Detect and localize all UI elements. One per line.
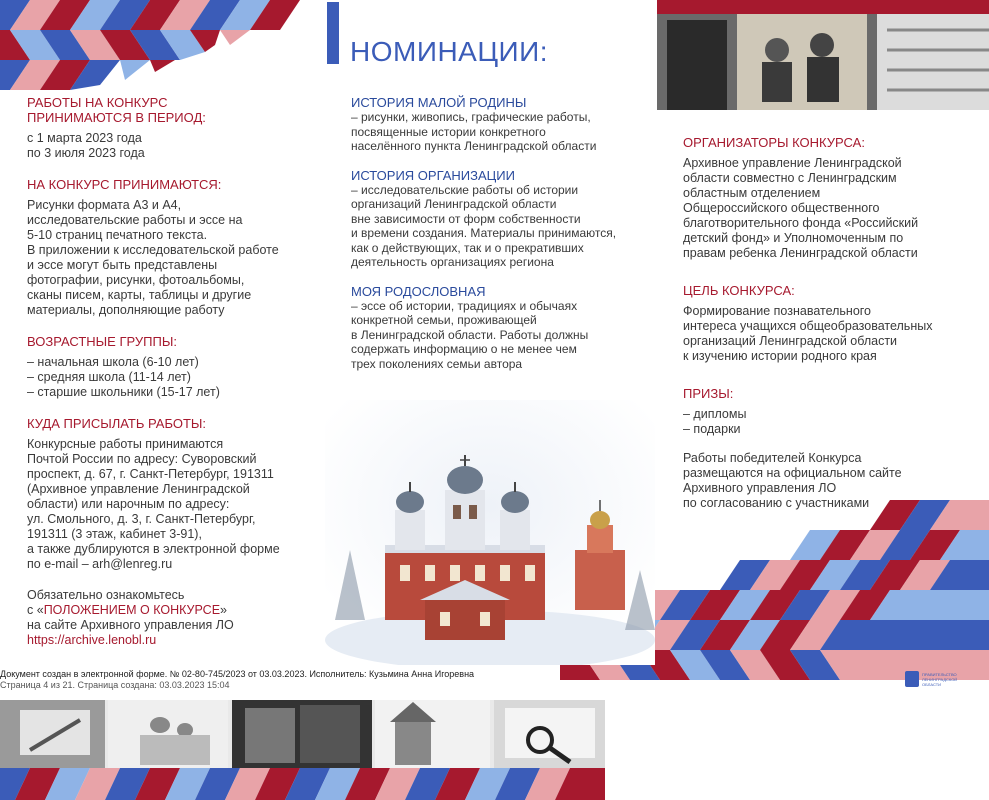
prize-item: – дипломы (683, 407, 747, 421)
organizers-line: благотворительного фонда «Российский (683, 216, 919, 230)
organizers-heading: ОРГАНИЗАТОРЫ КОНКУРСА: (683, 135, 865, 150)
bottom-photo-strip (0, 700, 605, 768)
accepted-line: материалы, дополняющие работу (27, 303, 225, 317)
accepted-line: фотографии, рисунки, фотоальбомы, (27, 273, 245, 287)
prizes-section (683, 386, 983, 511)
period-section (27, 95, 317, 161)
church-watercolor-illustration (325, 400, 655, 665)
nomination-line: посвященные истории конкретного (351, 124, 546, 139)
geometric-pattern-bottom (0, 768, 605, 800)
read-section (27, 588, 317, 648)
coat-of-arms-icon (905, 671, 919, 687)
nomination-2 (351, 168, 651, 270)
age-line: – старшие школьники (15-17 лет) (27, 385, 220, 399)
period-end: по 3 июля 2023 года (27, 146, 145, 160)
nomination-line: населённого пункта Ленинградской области (351, 139, 597, 153)
nomination-line: конкретной семьи, проживающей (351, 313, 537, 327)
read-prefix: с « (27, 603, 44, 617)
period-heading-2: ПРИНИМАЮТСЯ В ПЕРИОД: (27, 110, 206, 125)
where-line: проспект, д. 67, г. Санкт-Петербург, 191311 (27, 467, 274, 481)
nomination-line: как о действующих, так и о прекративших (351, 240, 584, 255)
where-email-line: по e-mail – arh@lenreg.ru (27, 557, 173, 571)
metadata-line-2: Страница 4 из 21. Страница создана: 03.03.2023 15:04 (0, 680, 230, 690)
middle-column (351, 95, 651, 385)
where-line: 191311 (3 этаж, кабинет 3-91), (27, 527, 202, 541)
organizers-line: области совместно с Ленинградским (683, 171, 897, 185)
accepted-line: исследовательские работы и эссе на (27, 213, 243, 227)
age-line: – средняя школа (11-14 лет) (27, 370, 191, 384)
accepted-line: и эссе могут быть представлены (27, 258, 218, 272)
goal-line: Формирование познавательного (683, 304, 872, 318)
where-line: Конкурсные работы принимаются (27, 437, 224, 451)
where-line: а также дублируются в электронной форме (27, 542, 280, 556)
nomination-line: и времени создания. Материалы принимаются, (351, 226, 617, 240)
nomination-line: – рисунки, живопись, графические работы, (351, 110, 591, 124)
read-suffix: » (220, 603, 227, 617)
government-logo (905, 668, 975, 690)
read-line-1: Обязательно ознакомьтесь (27, 588, 185, 602)
metadata-line-1: Документ создан в электронной форме. № 02-80-745/2023 от 03.03.2023. Исполнитель: Кузьмина Анна Игоревна (0, 669, 475, 679)
prize-item: – подарки (683, 422, 741, 436)
regulation-link[interactable]: ПОЛОЖЕНИЕМ О КОНКУРСЕ (43, 603, 221, 617)
where-heading: КУДА ПРИСЫЛАТЬ РАБОТЫ: (27, 416, 207, 431)
prizes-note-line: Работы победителей Конкурса (683, 451, 862, 465)
nomination-text (351, 183, 651, 270)
nomination-heading: МОЯ РОДОСЛОВНАЯ (351, 283, 486, 299)
goal-line: интереса учащихся общеобразовательных (683, 319, 933, 333)
accepted-heading: НА КОНКУРС ПРИНИМАЮТСЯ: (27, 177, 222, 192)
document-metadata (0, 669, 600, 691)
organizers-line: Общероссийского общественного (683, 201, 880, 215)
nomination-heading: ИСТОРИЯ МАЛОЙ РОДИНЫ (351, 95, 527, 110)
read-line-2 (27, 603, 317, 618)
nomination-line: деятельность организациях региона (351, 255, 554, 269)
prizes-note-line: размещаются на официальном сайте (683, 466, 902, 480)
nomination-line: организаций Ленинградской области (351, 197, 557, 211)
nomination-1 (351, 95, 651, 154)
where-line: (Архивное управление Ленинградской (27, 482, 250, 496)
where-line: области) или нарочным по адресу: (27, 497, 230, 511)
title-accent-bar (327, 2, 339, 64)
geometric-pattern-top-left (0, 0, 300, 95)
right-column (683, 135, 983, 527)
left-column (27, 95, 317, 664)
archive-photo-top-right (657, 0, 989, 110)
archive-url-link[interactable]: https://archive.lenobl.ru (27, 633, 157, 647)
nomination-heading: ИСТОРИЯ ОРГАНИЗАЦИИ (351, 167, 515, 183)
period-heading-1: РАБОТЫ НА КОНКУРС (27, 95, 168, 110)
prizes-note-line: Архивного управления ЛО (683, 481, 837, 495)
accepted-line: сканы писем, карты, таблицы и другие (27, 288, 252, 302)
nomination-text (351, 299, 651, 372)
age-heading: ВОЗРАСТНЫЕ ГРУППЫ: (27, 334, 177, 349)
age-section (27, 334, 317, 400)
goal-heading: ЦЕЛЬ КОНКУРСА: (683, 283, 795, 298)
organizers-section (683, 135, 983, 261)
logo-text: ПРАВИТЕЛЬСТВО ЛЕНИНГРАДСКОЙ ОБЛАСТИ (922, 671, 958, 687)
nomination-3 (351, 284, 651, 372)
accepted-line: В приложении к исследовательской работе (27, 243, 279, 257)
organizers-line: детский фонд» и Уполномоченным по (683, 231, 904, 245)
age-line: – начальная школа (6-10 лет) (27, 355, 199, 369)
accepted-section (27, 177, 317, 318)
organizers-line: Архивное управление Ленинградской (683, 156, 902, 170)
nomination-line: трех поколениях семьи автора (351, 356, 523, 371)
prizes-note-line: по согласованию с участниками (683, 496, 870, 510)
nomination-text (351, 110, 651, 154)
goal-section (683, 283, 983, 364)
prizes-heading: ПРИЗЫ: (683, 386, 734, 401)
read-line-3: на сайте Архивного управления ЛО (27, 618, 234, 632)
nomination-line: – исследовательские работы об истории (351, 182, 579, 197)
page-title: НОМИНАЦИИ: (350, 36, 549, 67)
goal-line: организаций Ленинградской области (683, 334, 898, 348)
period-start: с 1 марта 2023 года (27, 131, 142, 145)
where-line: Почтой России по адресу: Суворовский (27, 452, 257, 466)
where-section (27, 416, 317, 572)
nomination-line: содержать информацию о не менее чем (351, 342, 577, 356)
organizers-line: правам ребенка Ленинградской области (683, 246, 918, 260)
accepted-line: 5-10 страниц печатного текста. (27, 228, 208, 242)
nomination-line: в Ленинградской области. Работы должны (351, 327, 589, 342)
accepted-line: Рисунки формата А3 и А4, (27, 198, 182, 212)
nomination-line: вне зависимости от форм собственности (351, 211, 581, 226)
nomination-line: – эссе об истории, традициях и обычаях (351, 298, 578, 313)
goal-line: к изучению истории родного края (683, 349, 877, 363)
organizers-line: областным отделением (683, 186, 821, 200)
where-line: ул. Смольного, д. 3, г. Санкт-Петербург, (27, 512, 256, 526)
